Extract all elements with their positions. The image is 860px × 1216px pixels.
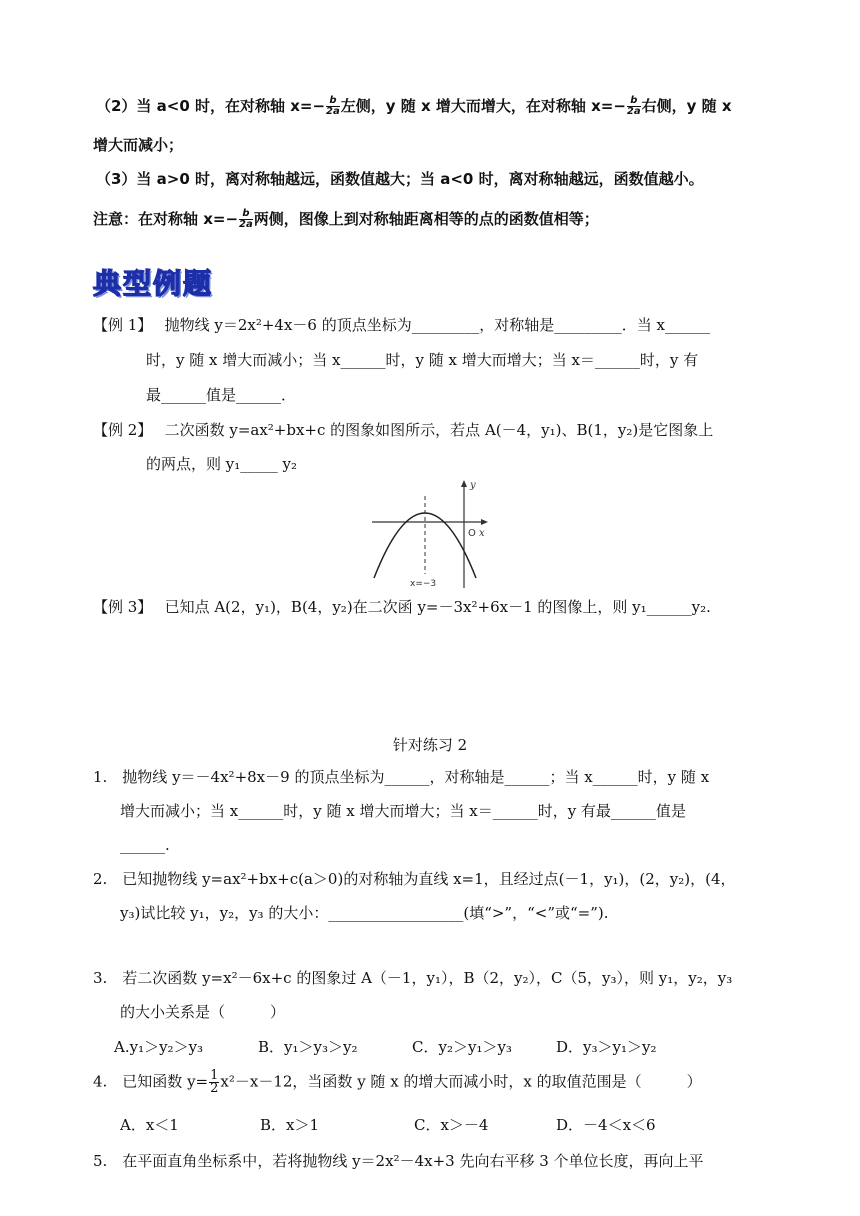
question-3-line-2: 的大小关系是（ ） [120,1003,286,1021]
example-2-line-2: 的两点，则 y₁_____ y₂ [146,455,298,473]
question-3-option-c: C．y₂＞y₁＞y₃ [412,1038,512,1056]
fraction-numerator: b [239,209,253,220]
property-2-part-a: （2）当 a<0 时，在对称轴 x=− [96,97,326,115]
example-2-line-1: 【例 2】 二次函数 y=ax²+bx+c 的图象如图所示，若点 A(－4，y₁)、B(1，y₂)是它图象上 [93,421,714,439]
parabola-graph [370,478,490,590]
fraction-b-over-2a [239,209,253,230]
fraction-b-over-2a [326,96,340,117]
x-axis-label: x [479,528,485,539]
y-axis-arrow-icon [461,480,467,487]
symmetry-axis-label: x=−3 [410,579,437,589]
fraction-numerator: b [627,96,641,107]
note-part-a: 注意：在对称轴 x=− [93,210,239,228]
fraction-numerator: 1 [210,1068,219,1083]
example-1-line-3: 最______值是______． [146,386,297,404]
property-2-part-c: 右侧，y 随 x [641,97,732,115]
x-axis-arrow-icon [481,519,488,525]
section-heading: 典型例题 [93,267,214,300]
fraction-denominator: 2a [326,106,340,117]
fraction-one-half [209,1070,219,1095]
question-3-option-d: D．y₃＞y₁＞y₂ [556,1038,657,1056]
question-1-line-1: 1. 抛物线 y＝－4x²+8x－9 的顶点坐标为______，对称轴是______；当 x______时，y 随 x [93,768,710,786]
note-part-b: 两侧，图像上到对称轴距离相等的点的函数值相等； [253,210,599,228]
question-5-line-1: 5. 在平面直角坐标系中，若将抛物线 y＝2x²－4x+3 先向右平移 3 个单位长度，再向上平 [93,1152,704,1170]
question-4-part-a: 4. 已知函数 y= [93,1072,209,1091]
question-2-line-2: y₃)试比较 y₁，y₂，y₃ 的大小：__________________(填“>”，“<”或“=”). [120,904,609,922]
question-1-line-2: 增大而减小；当 x______时，y 随 x 增大而增大；当 x＝______时，y 有最______值是 [120,802,686,820]
example-1-line-1: 【例 1】 抛物线 y＝2x²+4x－6 的顶点坐标为_________，对称轴是_________．当 x______ [93,316,710,334]
question-4-option-c: C．x＞－4 [414,1116,489,1134]
fraction-denominator: 2 [210,1081,219,1096]
origin-label: O [468,528,476,539]
question-3-option-a: A.y₁＞y₂＞y₃ [114,1038,204,1056]
property-2-line-2: 增大而减小； [93,136,184,154]
y-axis-label: y [470,480,476,491]
property-2-part-b: 左侧，y 随 x 增大而增大，在对称轴 x=− [340,97,626,115]
fraction-denominator: 2a [626,106,641,117]
question-3-line-1: 3. 若二次函数 y=x²－6x+c 的图象过 A（－1，y₁），B（2，y₂），C（5，y₃），则 y₁，y₂，y₃ [93,969,733,987]
question-4-option-a: A．x＜1 [120,1116,179,1134]
question-4-part-b: x²－x－12，当函数 y 随 x 的增大而减小时，x 的取值范围是（ ） [220,1072,702,1091]
question-3-option-b: B．y₁＞y₃＞y₂ [258,1038,358,1056]
property-3: （3）当 a>0 时，离对称轴越远，函数值越大；当 a<0 时，离对称轴越远，函数值越小。 [96,170,704,188]
question-4-option-b: B．x＞1 [260,1116,320,1134]
note [93,208,599,230]
question-4-line-1 [93,1070,702,1095]
practice-title: 针对练习 2 [392,736,468,754]
question-1-line-3: ______. [120,836,170,854]
question-2-line-1: 2. 已知抛物线 y=ax²+bx+c(a＞0)的对称轴为直线 x=1，且经过点(－1，y₁)，(2，y₂)，(4， [93,870,736,888]
fraction-denominator: 2a [239,219,253,230]
question-4-option-d: D．－4＜x＜6 [556,1116,656,1134]
fraction-numerator: b [326,96,340,107]
example-1-line-2: 时，y 随 x 增大而减小；当 x______时，y 随 x 增大而增大；当 x＝______时，y 有 [146,351,699,369]
property-2-line-1 [96,95,732,117]
example-3: 【例 3】 已知点 A(2，y₁)，B(4，y₂)在二次函 y=－3x²+6x－1 的图像上，则 y₁______y₂. [93,598,711,616]
fraction-b-over-2a [627,96,641,117]
